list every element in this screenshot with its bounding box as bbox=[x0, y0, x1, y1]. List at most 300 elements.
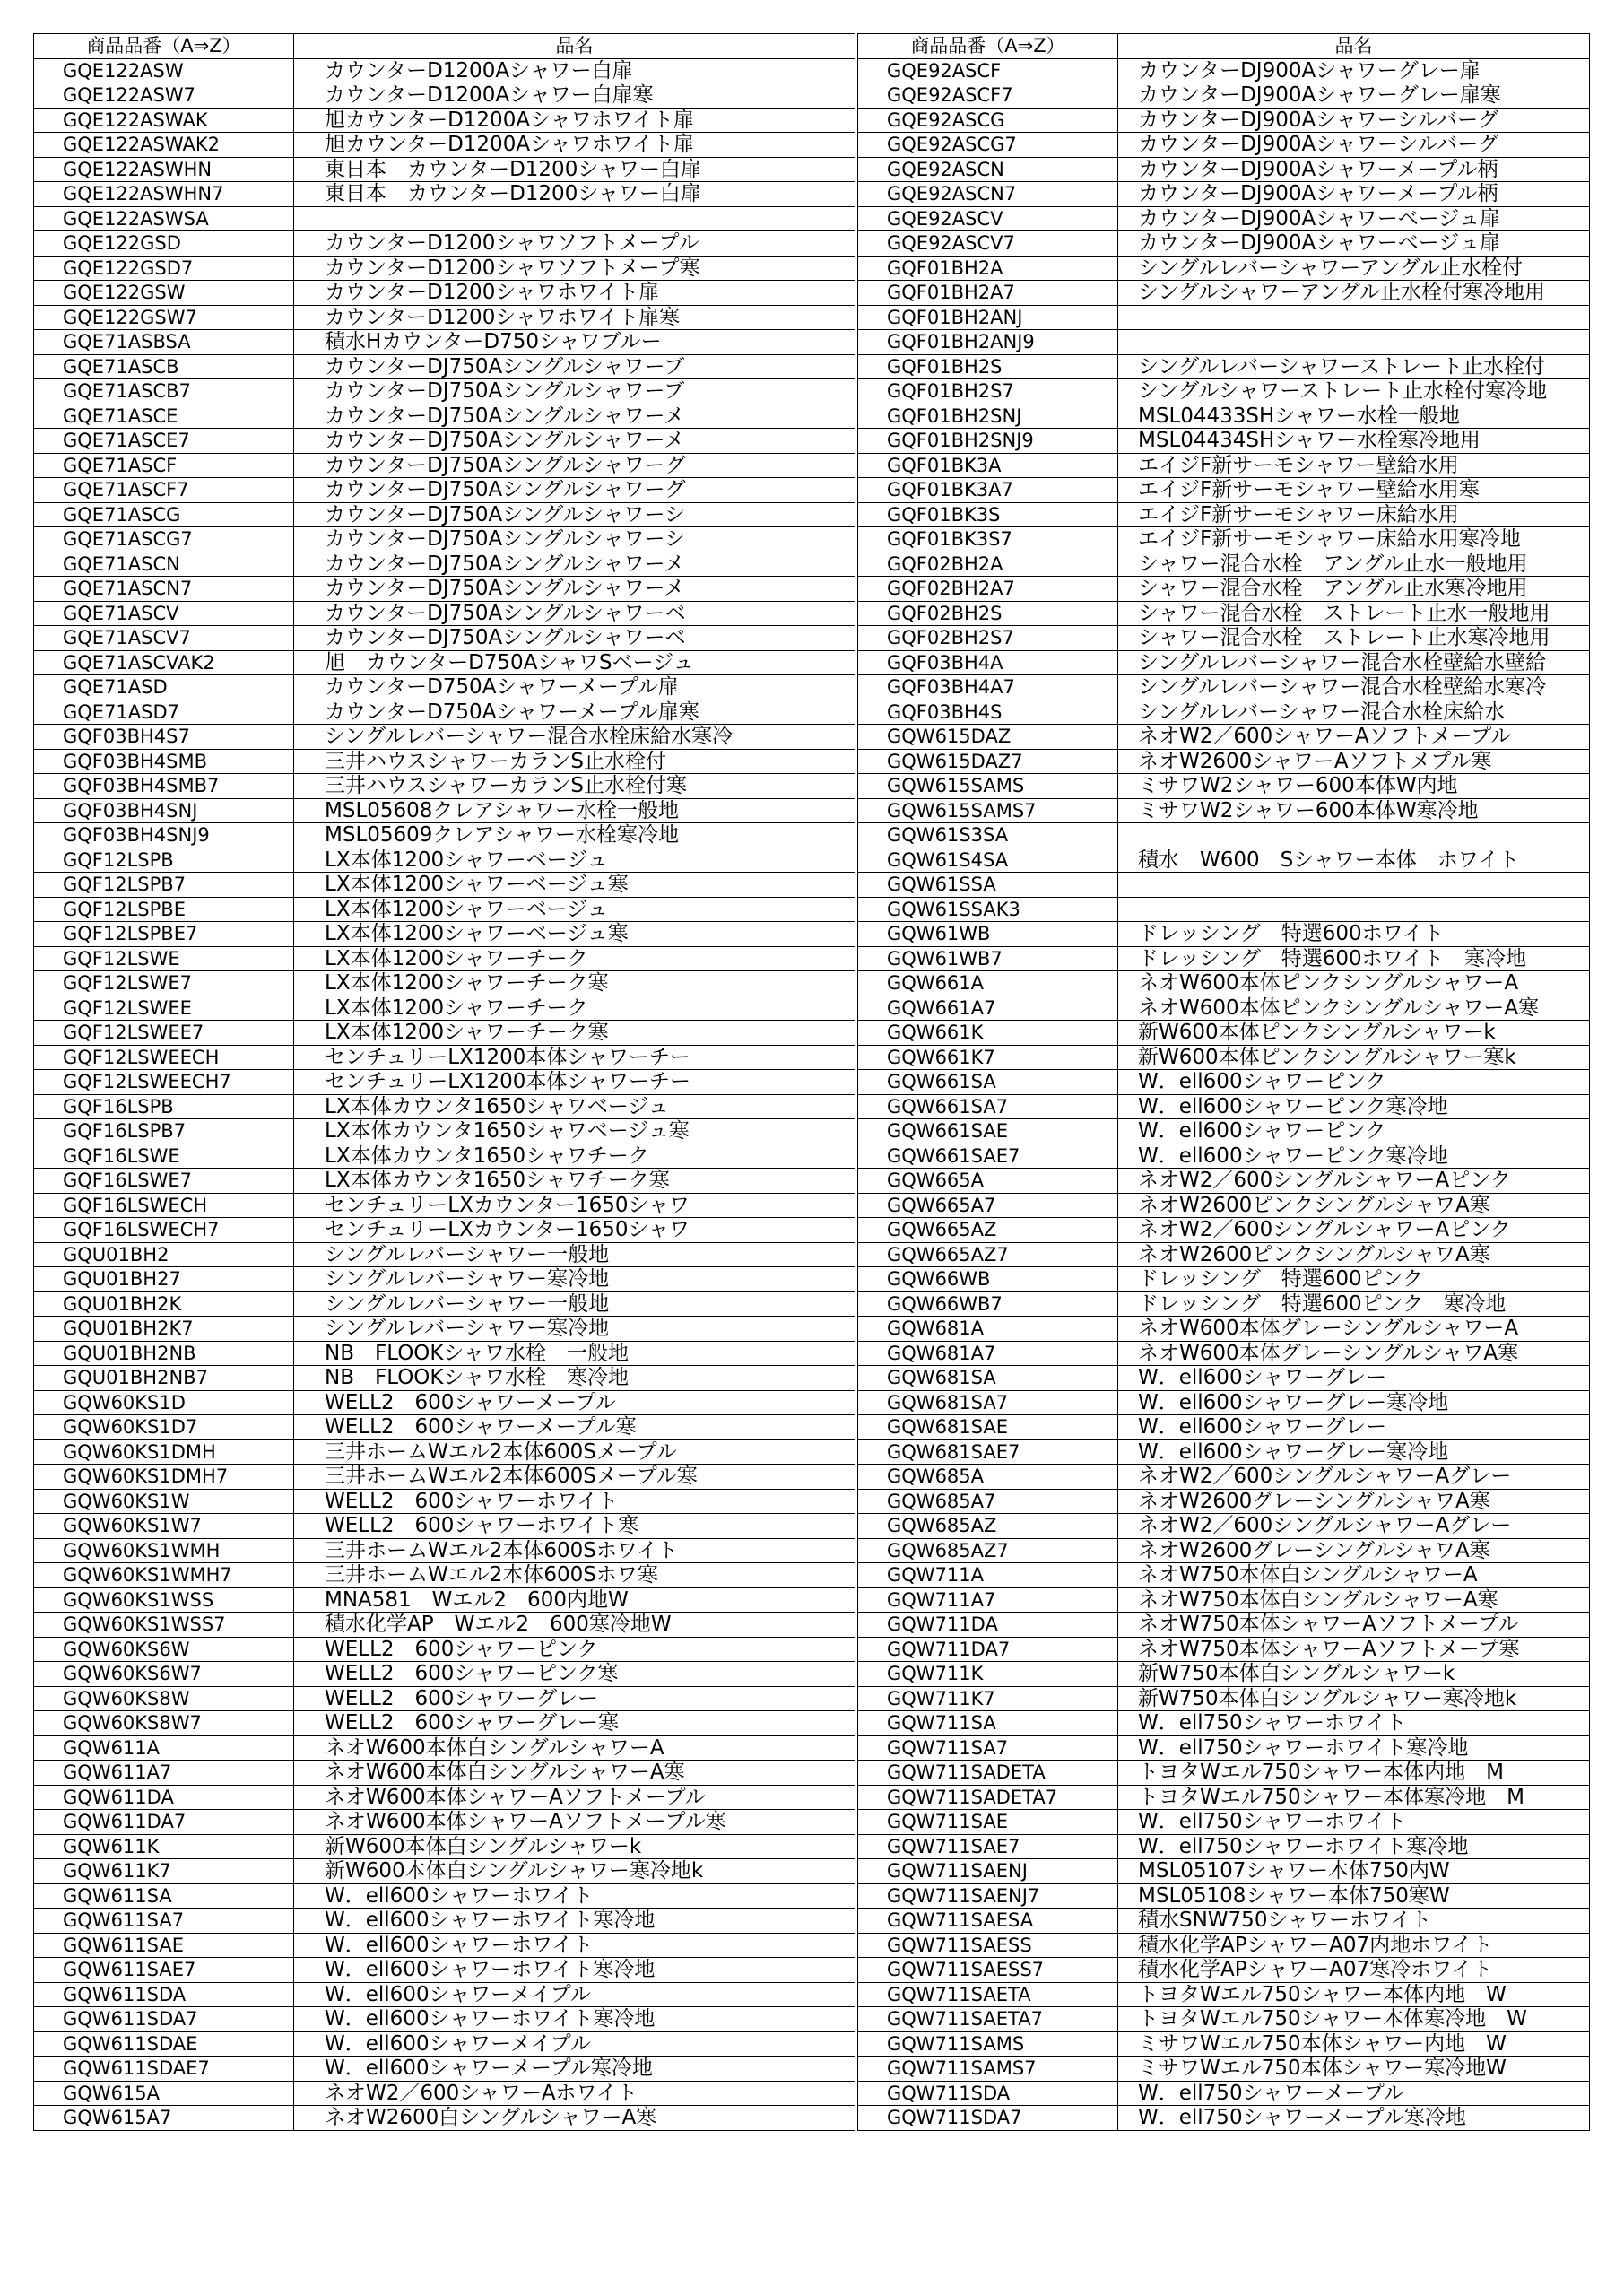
product-name-cell: 旭 カウンターD750AシャワSベージュ bbox=[294, 650, 855, 675]
product-code-cell: GQW611SDAE bbox=[34, 2031, 294, 2057]
product-name-cell: ネオW600本体ピンクシングルシャワーA bbox=[1118, 971, 1590, 996]
product-code-cell: GQF03BH4SMB7 bbox=[34, 774, 294, 799]
product-code-cell: GQW661A7 bbox=[858, 996, 1118, 1021]
product-code-cell: GQE122ASWAK2 bbox=[34, 133, 294, 158]
header-product-name: 品名 bbox=[294, 34, 855, 59]
product-code-cell: GQW685AZ bbox=[858, 1514, 1118, 1539]
product-name-cell: カウンターDJ750Aシングルシャワーベ bbox=[294, 601, 855, 626]
table-row bbox=[858, 1538, 1590, 1563]
table-row bbox=[34, 305, 855, 330]
product-name-cell: シャワー混合水栓 ストレート止水寒冷地用 bbox=[1118, 626, 1590, 651]
product-name-cell bbox=[1118, 305, 1590, 330]
product-name-cell: トヨタWエル750シャワー本体寒冷地 M bbox=[1118, 1785, 1590, 1810]
table-row bbox=[34, 1489, 855, 1514]
table-row bbox=[34, 873, 855, 898]
table-row bbox=[34, 206, 855, 231]
table-row bbox=[858, 1909, 1590, 1934]
product-name-cell: ミサワW2シャワー600本体W内地 bbox=[1118, 774, 1590, 799]
product-code-cell: GQW60KS6W7 bbox=[34, 1662, 294, 1687]
product-code-cell: GQW66WB7 bbox=[858, 1292, 1118, 1317]
product-code-cell: GQW611SDA bbox=[34, 1982, 294, 2007]
product-name-cell: カウンターDJ750Aシングルシャワーメ bbox=[294, 577, 855, 602]
product-code-cell: GQE71ASCB bbox=[34, 354, 294, 379]
table-row bbox=[858, 650, 1590, 675]
product-name-cell: カウンターDJ750Aシングルシャワーベ bbox=[294, 626, 855, 651]
product-name-cell: ネオW600本体白シングルシャワーA寒 bbox=[294, 1761, 855, 1786]
product-code-cell: GQW665A bbox=[858, 1169, 1118, 1194]
table-row bbox=[858, 256, 1590, 281]
product-name-cell: 新W600本体ピンクシングルシャワー寒k bbox=[1118, 1045, 1590, 1070]
product-name-cell: カウンターDJ750Aシングルシャワーシ bbox=[294, 502, 855, 527]
table-row bbox=[858, 897, 1590, 922]
product-code-cell: GQW60KS1WMH bbox=[34, 1538, 294, 1563]
product-name-cell: WELL2 600シャワーグレー寒 bbox=[294, 1711, 855, 1736]
product-code-cell: GQW61WB bbox=[858, 922, 1118, 947]
product-code-cell: GQE71ASCVAK2 bbox=[34, 650, 294, 675]
product-name-cell: ネオW2600ピンクシングルシャワA寒 bbox=[1118, 1193, 1590, 1218]
product-name-cell: 積水化学AP Wエル2 600寒冷地W bbox=[294, 1613, 855, 1638]
table-row bbox=[858, 1563, 1590, 1588]
table-row bbox=[34, 626, 855, 651]
product-code-cell: GQW711SADETA7 bbox=[858, 1785, 1118, 1810]
table-row bbox=[858, 1982, 1590, 2007]
product-code-cell: GQW61S4SA bbox=[858, 848, 1118, 873]
table-row bbox=[34, 1366, 855, 1391]
product-code-cell: GQE122ASWAK bbox=[34, 108, 294, 133]
product-code-cell: GQE122ASWHN bbox=[34, 157, 294, 182]
table-row bbox=[858, 552, 1590, 577]
table-row bbox=[34, 2081, 855, 2106]
table-row bbox=[34, 823, 855, 848]
product-code-cell: GQW711SAETA7 bbox=[858, 2007, 1118, 2032]
product-code-cell: GQU01BH2NB7 bbox=[34, 1366, 294, 1391]
product-name-cell: カウンターDJ900Aシャワーグレー扉寒 bbox=[1118, 83, 1590, 109]
product-name-cell: ネオW2／600シングルシャワーAピンク bbox=[1118, 1218, 1590, 1243]
table-row bbox=[34, 281, 855, 306]
product-code-cell: GQF01BH2ANJ bbox=[858, 305, 1118, 330]
table-row bbox=[858, 1735, 1590, 1761]
product-code-cell: GQW611SA7 bbox=[34, 1909, 294, 1934]
product-name-cell: W．ell600シャワーホワイト bbox=[294, 1933, 855, 1958]
product-name-cell: 新W600本体ピンクシングルシャワーk bbox=[1118, 1021, 1590, 1046]
table-row bbox=[858, 700, 1590, 725]
table-row bbox=[858, 848, 1590, 873]
product-code-cell: GQW61SSA bbox=[858, 873, 1118, 898]
product-code-cell: GQW711SAESS7 bbox=[858, 1958, 1118, 1983]
product-name-cell: シングルレバーシャワー一般地 bbox=[294, 1292, 855, 1317]
table-row bbox=[34, 58, 855, 83]
product-name-cell: カウンターDJ750Aシングルシャワーメ bbox=[294, 404, 855, 429]
product-name-cell: LX本体1200シャワーチーク寒 bbox=[294, 1021, 855, 1046]
product-name-cell: W．ell600シャワーピンク bbox=[1118, 1070, 1590, 1095]
product-name-cell: シングルレバーシャワー一般地 bbox=[294, 1242, 855, 1267]
table-row bbox=[858, 182, 1590, 207]
table-row bbox=[34, 798, 855, 823]
product-code-cell: GQE71ASD bbox=[34, 675, 294, 700]
product-code-cell: GQF01BH2ANJ9 bbox=[858, 330, 1118, 355]
table-row bbox=[858, 1810, 1590, 1835]
table-row bbox=[858, 305, 1590, 330]
product-name-cell: シングルレバーシャワー寒冷地 bbox=[294, 1267, 855, 1292]
header-row bbox=[858, 34, 1590, 59]
table-row bbox=[34, 1292, 855, 1317]
product-code-cell: GQW615A7 bbox=[34, 2106, 294, 2131]
table-row bbox=[34, 1538, 855, 1563]
table-row bbox=[858, 1834, 1590, 1859]
product-name-cell: ドレッシング 特選600ピンク 寒冷地 bbox=[1118, 1292, 1590, 1317]
product-name-cell: 積水化学APシャワーA07寒冷ホワイト bbox=[1118, 1958, 1590, 1983]
table-row bbox=[858, 1070, 1590, 1095]
product-code-cell: GQW661K7 bbox=[858, 1045, 1118, 1070]
product-name-cell: 三井ハウスシャワーカランS止水栓付寒 bbox=[294, 774, 855, 799]
table-row bbox=[34, 1144, 855, 1169]
product-name-cell: トヨタWエル750シャワー本体内地 W bbox=[1118, 1982, 1590, 2007]
product-code-cell: GQW611K bbox=[34, 1834, 294, 1859]
table-row bbox=[858, 1465, 1590, 1490]
product-name-cell: ネオW600本体ピンクシングルシャワーA寒 bbox=[1118, 996, 1590, 1021]
product-name-cell: ネオW750本体白シングルシャワーA寒 bbox=[1118, 1587, 1590, 1613]
table-row bbox=[858, 1613, 1590, 1638]
table-row bbox=[858, 1094, 1590, 1119]
product-name-cell: LX本体1200シャワーチーク bbox=[294, 946, 855, 971]
product-name-cell: W．ell600シャワーグレー寒冷地 bbox=[1118, 1439, 1590, 1465]
product-code-cell: GQF12LSPB bbox=[34, 848, 294, 873]
product-table-left bbox=[33, 33, 855, 2131]
table-row bbox=[34, 1514, 855, 1539]
table-row bbox=[858, 1144, 1590, 1169]
product-name-cell: MSL05609クレアシャワー水栓寒冷地 bbox=[294, 823, 855, 848]
table-row bbox=[34, 2007, 855, 2032]
product-code-cell: GQW711SAE bbox=[858, 1810, 1118, 1835]
product-name-cell: 三井ホームWエル2本体600Sホワイト bbox=[294, 1538, 855, 1563]
table-row bbox=[858, 354, 1590, 379]
table-row bbox=[34, 1613, 855, 1638]
table-row bbox=[858, 1637, 1590, 1662]
table-row bbox=[858, 1242, 1590, 1267]
product-code-cell: GQF01BK3A7 bbox=[858, 478, 1118, 503]
product-name-cell: LX本体1200シャワーベージュ寒 bbox=[294, 873, 855, 898]
table-row bbox=[34, 1119, 855, 1144]
product-name-cell: MSL05608クレアシャワー水栓一般地 bbox=[294, 798, 855, 823]
product-code-cell: GQF01BK3A bbox=[858, 453, 1118, 478]
table-row bbox=[858, 1390, 1590, 1415]
product-code-cell: GQW60KS1W7 bbox=[34, 1514, 294, 1539]
table-row bbox=[34, 1169, 855, 1194]
product-code-cell: GQW711DA bbox=[858, 1613, 1118, 1638]
product-code-cell: GQW611SA bbox=[34, 1883, 294, 1909]
product-name-cell: カウンターD750Aシャワーメープル扉寒 bbox=[294, 700, 855, 725]
product-code-cell: GQE122GSW7 bbox=[34, 305, 294, 330]
product-code-cell: GQW611K7 bbox=[34, 1859, 294, 1884]
product-name-cell: ネオW750本体シャワーAソフトメープ寒 bbox=[1118, 1637, 1590, 1662]
table-row bbox=[858, 2031, 1590, 2057]
product-name-cell bbox=[294, 206, 855, 231]
product-name-cell: 三井ハウスシャワーカランS止水栓付 bbox=[294, 749, 855, 774]
table-row bbox=[858, 2081, 1590, 2106]
header-product-code: 商品品番（A⇒Z） bbox=[34, 34, 294, 59]
table-row bbox=[858, 1711, 1590, 1736]
product-name-cell: シングルレバーシャワー寒冷地 bbox=[294, 1317, 855, 1342]
product-name-cell: 積水化学APシャワーA07内地ホワイト bbox=[1118, 1933, 1590, 1958]
product-code-cell: GQF16LSWECH7 bbox=[34, 1218, 294, 1243]
table-row bbox=[34, 1785, 855, 1810]
product-name-cell: シングルレバーシャワーアングル止水栓付 bbox=[1118, 256, 1590, 281]
product-code-cell: GQF16LSWECH bbox=[34, 1193, 294, 1218]
table-row bbox=[858, 133, 1590, 158]
product-name-cell: センチュリーLX1200本体シャワーチー bbox=[294, 1070, 855, 1095]
product-name-cell: WELL2 600シャワーメープル寒 bbox=[294, 1415, 855, 1440]
table-row bbox=[34, 1761, 855, 1786]
table-row bbox=[34, 1563, 855, 1588]
product-code-cell: GQE71ASCF7 bbox=[34, 478, 294, 503]
table-row bbox=[34, 1094, 855, 1119]
product-code-cell: GQE71ASCE bbox=[34, 404, 294, 429]
product-code-cell: GQF12LSWEECH7 bbox=[34, 1070, 294, 1095]
product-name-cell: カウンターD1200シャワソフトメープ寒 bbox=[294, 256, 855, 281]
product-name-cell: シングルシャワーストレート止水栓付寒冷地 bbox=[1118, 379, 1590, 404]
product-code-cell: GQW711DA7 bbox=[858, 1637, 1118, 1662]
table-row bbox=[858, 1662, 1590, 1687]
product-name-cell: ネオW2600白シングルシャワーA寒 bbox=[294, 2106, 855, 2131]
product-name-cell: センチュリーLXカウンター1650シャワ bbox=[294, 1193, 855, 1218]
product-name-cell: カウンターD1200シャワホワイト扉寒 bbox=[294, 305, 855, 330]
table-row bbox=[858, 798, 1590, 823]
product-name-cell: ネオW750本体シャワーAソフトメープル bbox=[1118, 1613, 1590, 1638]
product-name-cell: W．ell750シャワーホワイト寒冷地 bbox=[1118, 1735, 1590, 1761]
table-row bbox=[34, 1242, 855, 1267]
product-name-cell: W．ell750シャワーメープル bbox=[1118, 2081, 1590, 2106]
product-name-cell: エイジF新サーモシャワー床給水用寒冷地 bbox=[1118, 527, 1590, 552]
table-row bbox=[858, 478, 1590, 503]
table-row bbox=[34, 971, 855, 996]
table-row bbox=[34, 404, 855, 429]
product-code-cell: GQW60KS1WMH7 bbox=[34, 1563, 294, 1588]
table-row bbox=[34, 774, 855, 799]
product-name-cell: ネオW600本体シャワーAソフトメープル寒 bbox=[294, 1810, 855, 1835]
table-row bbox=[858, 502, 1590, 527]
table-row bbox=[858, 1859, 1590, 1884]
table-row bbox=[858, 774, 1590, 799]
table-row bbox=[858, 1958, 1590, 1983]
table-row bbox=[858, 1785, 1590, 1810]
table-row bbox=[34, 1958, 855, 1983]
table-row bbox=[34, 182, 855, 207]
product-code-cell: GQU01BH2K bbox=[34, 1292, 294, 1317]
table-row bbox=[858, 1218, 1590, 1243]
product-name-cell: カウンターD1200シャワホワイト扉 bbox=[294, 281, 855, 306]
table-row bbox=[34, 133, 855, 158]
product-code-cell: GQF03BH4S bbox=[858, 700, 1118, 725]
product-name-cell: 旭カウンターD1200Aシャワホワイト扉 bbox=[294, 108, 855, 133]
table-row bbox=[34, 1909, 855, 1934]
table-row bbox=[858, 626, 1590, 651]
table-row bbox=[858, 922, 1590, 947]
product-code-cell: GQE122ASWSA bbox=[34, 206, 294, 231]
product-code-cell: GQE71ASCG bbox=[34, 502, 294, 527]
product-code-cell: GQF03BH4SNJ bbox=[34, 798, 294, 823]
table-row bbox=[34, 1465, 855, 1490]
table-row bbox=[858, 330, 1590, 355]
product-code-cell: GQF01BK3S bbox=[858, 502, 1118, 527]
product-name-cell: カウンターDJ900Aシャワーベージュ扉 bbox=[1118, 231, 1590, 257]
product-name-cell bbox=[1118, 330, 1590, 355]
product-code-cell: GQE92ASCV bbox=[858, 206, 1118, 231]
product-code-cell: GQE71ASCE7 bbox=[34, 429, 294, 454]
table-row bbox=[34, 1587, 855, 1613]
product-name-cell: ネオW2600ピンクシングルシャワA寒 bbox=[1118, 1242, 1590, 1267]
product-code-cell: GQE71ASCF bbox=[34, 453, 294, 478]
product-code-cell: GQF01BH2A7 bbox=[858, 281, 1118, 306]
product-name-cell: 新W750本体白シングルシャワー寒冷地k bbox=[1118, 1686, 1590, 1711]
product-code-cell: GQW611SAE bbox=[34, 1933, 294, 1958]
product-name-cell: カウンターD1200シャワソフトメープル bbox=[294, 231, 855, 257]
product-code-cell: GQW661A bbox=[858, 971, 1118, 996]
table-row bbox=[34, 922, 855, 947]
product-code-cell: GQW66WB bbox=[858, 1267, 1118, 1292]
table-row bbox=[34, 749, 855, 774]
table-row bbox=[34, 675, 855, 700]
product-code-cell: GQF12LSPBE7 bbox=[34, 922, 294, 947]
table-row bbox=[858, 1686, 1590, 1711]
product-name-cell: シングルレバーシャワー混合水栓壁給水寒冷 bbox=[1118, 675, 1590, 700]
table-row bbox=[858, 946, 1590, 971]
product-code-cell: GQE71ASCV7 bbox=[34, 626, 294, 651]
product-code-cell: GQW661SA bbox=[858, 1070, 1118, 1095]
product-name-cell: トヨタWエル750シャワー本体寒冷地 W bbox=[1118, 2007, 1590, 2032]
product-code-cell: GQW681SA bbox=[858, 1366, 1118, 1391]
product-code-cell: GQW611DA bbox=[34, 1785, 294, 1810]
table-row bbox=[34, 2057, 855, 2082]
table-row bbox=[34, 502, 855, 527]
table-row bbox=[34, 1045, 855, 1070]
product-code-cell: GQF03BH4S7 bbox=[34, 725, 294, 750]
product-name-cell: ネオW2／600シングルシャワーAグレー bbox=[1118, 1465, 1590, 1490]
table-row bbox=[34, 1341, 855, 1366]
product-name-cell: ネオW2／600シングルシャワーAグレー bbox=[1118, 1514, 1590, 1539]
product-code-cell: GQW711SAESA bbox=[858, 1909, 1118, 1934]
product-name-cell: エイジF新サーモシャワー床給水用 bbox=[1118, 502, 1590, 527]
product-name-cell: W．ell600シャワーホワイト寒冷地 bbox=[294, 1909, 855, 1934]
table-row bbox=[858, 1341, 1590, 1366]
product-code-cell: GQU01BH2 bbox=[34, 1242, 294, 1267]
product-name-cell: カウンターDJ750Aシングルシャワーメ bbox=[294, 552, 855, 577]
table-row bbox=[34, 848, 855, 873]
product-code-cell: GQW615A bbox=[34, 2081, 294, 2106]
table-row bbox=[858, 83, 1590, 109]
product-code-cell: GQE122GSD bbox=[34, 231, 294, 257]
product-table-right bbox=[857, 33, 1590, 2131]
product-code-cell: GQW685A7 bbox=[858, 1489, 1118, 1514]
product-code-cell: GQW711SADETA bbox=[858, 1761, 1118, 1786]
product-name-cell: MSL04434SHシャワー水栓寒冷地用 bbox=[1118, 429, 1590, 454]
product-name-cell: NB FLOOKシャワ水栓 寒冷地 bbox=[294, 1366, 855, 1391]
product-name-cell: LX本体1200シャワーチーク寒 bbox=[294, 971, 855, 996]
product-name-cell: W．ell600シャワーピンク寒冷地 bbox=[1118, 1094, 1590, 1119]
product-name-cell: カウンターDJ750Aシングルシャワーブ bbox=[294, 379, 855, 404]
product-code-cell: GQW685A bbox=[858, 1465, 1118, 1490]
product-code-cell: GQW615SAMS7 bbox=[858, 798, 1118, 823]
table-row bbox=[858, 749, 1590, 774]
product-code-cell: GQE92ASCG bbox=[858, 108, 1118, 133]
product-name-cell: 新W600本体白シングルシャワーk bbox=[294, 1834, 855, 1859]
table-row bbox=[34, 1218, 855, 1243]
product-code-cell: GQW711A7 bbox=[858, 1587, 1118, 1613]
product-name-cell: カウンターDJ900Aシャワーシルバーグ bbox=[1118, 108, 1590, 133]
product-name-cell: LX本体1200シャワーベージュ寒 bbox=[294, 922, 855, 947]
table-row bbox=[34, 330, 855, 355]
product-name-cell: 新W750本体白シングルシャワーk bbox=[1118, 1662, 1590, 1687]
table-row bbox=[34, 1070, 855, 1095]
product-name-cell: シングルシャワーアングル止水栓付寒冷地用 bbox=[1118, 281, 1590, 306]
product-name-cell: WELL2 600シャワーメープル bbox=[294, 1390, 855, 1415]
product-code-cell: GQW711K7 bbox=[858, 1686, 1118, 1711]
table-row bbox=[34, 1415, 855, 1440]
product-code-cell: GQE71ASD7 bbox=[34, 700, 294, 725]
table-row bbox=[34, 725, 855, 750]
product-code-cell: GQW681A bbox=[858, 1317, 1118, 1342]
product-name-cell: LX本体カウンタ1650シャワチーク寒 bbox=[294, 1169, 855, 1194]
product-name-cell: LX本体1200シャワーベージュ bbox=[294, 848, 855, 873]
product-code-cell: GQE122GSD7 bbox=[34, 256, 294, 281]
table-row bbox=[34, 1883, 855, 1909]
table-row bbox=[34, 453, 855, 478]
product-code-cell: GQF01BK3S7 bbox=[858, 527, 1118, 552]
product-name-cell: シングルレバーシャワーストレート止水栓付 bbox=[1118, 354, 1590, 379]
table-row bbox=[858, 1366, 1590, 1391]
table-row bbox=[858, 2057, 1590, 2082]
product-code-cell: GQW60KS1WSS bbox=[34, 1587, 294, 1613]
table-row bbox=[34, 650, 855, 675]
product-code-cell: GQE122ASW bbox=[34, 58, 294, 83]
product-name-cell: ネオW600本体グレーシングルシャワA寒 bbox=[1118, 1341, 1590, 1366]
product-code-cell: GQW60KS8W7 bbox=[34, 1711, 294, 1736]
product-name-cell: WELL2 600シャワーホワイト寒 bbox=[294, 1514, 855, 1539]
product-name-cell: カウンターD1200Aシャワー白扉 bbox=[294, 58, 855, 83]
product-name-cell: W．ell750シャワーホワイト寒冷地 bbox=[1118, 1834, 1590, 1859]
product-code-cell: GQW661K bbox=[858, 1021, 1118, 1046]
product-code-cell: GQF02BH2S bbox=[858, 601, 1118, 626]
product-code-cell: GQE71ASCN7 bbox=[34, 577, 294, 602]
product-code-cell: GQE71ASBSA bbox=[34, 330, 294, 355]
table-row bbox=[34, 256, 855, 281]
table-row bbox=[34, 1021, 855, 1046]
product-name-cell: シングルレバーシャワー混合水栓壁給水壁給 bbox=[1118, 650, 1590, 675]
product-code-cell: GQF16LSPB7 bbox=[34, 1119, 294, 1144]
table-row bbox=[858, 2106, 1590, 2131]
product-name-cell: MSL05107シャワー本体750内W bbox=[1118, 1859, 1590, 1884]
product-code-cell: GQF02BH2A7 bbox=[858, 577, 1118, 602]
table-row bbox=[34, 897, 855, 922]
product-code-cell: GQE71ASCB7 bbox=[34, 379, 294, 404]
product-name-cell: カウンターDJ750Aシングルシャワーメ bbox=[294, 429, 855, 454]
product-code-cell: GQW60KS8W bbox=[34, 1686, 294, 1711]
product-name-cell: ネオW600本体シャワーAソフトメープル bbox=[294, 1785, 855, 1810]
product-name-cell: W．ell600シャワーホワイト寒冷地 bbox=[294, 1958, 855, 1983]
product-code-cell: GQW711K bbox=[858, 1662, 1118, 1687]
product-name-cell: エイジF新サーモシャワー壁給水用寒 bbox=[1118, 478, 1590, 503]
product-name-cell: W．ell750シャワーホワイト bbox=[1118, 1810, 1590, 1835]
product-code-cell: GQE92ASCN7 bbox=[858, 182, 1118, 207]
product-name-cell: カウンターDJ750Aシングルシャワーグ bbox=[294, 478, 855, 503]
table-row bbox=[34, 429, 855, 454]
product-name-cell: ネオW2／600シャワーAホワイト bbox=[294, 2081, 855, 2106]
product-code-cell: GQW711SA7 bbox=[858, 1735, 1118, 1761]
product-name-cell bbox=[1118, 823, 1590, 848]
table-row bbox=[34, 1662, 855, 1687]
table-row bbox=[858, 1761, 1590, 1786]
product-code-cell: GQW711SAENJ bbox=[858, 1859, 1118, 1884]
table-row bbox=[858, 1514, 1590, 1539]
